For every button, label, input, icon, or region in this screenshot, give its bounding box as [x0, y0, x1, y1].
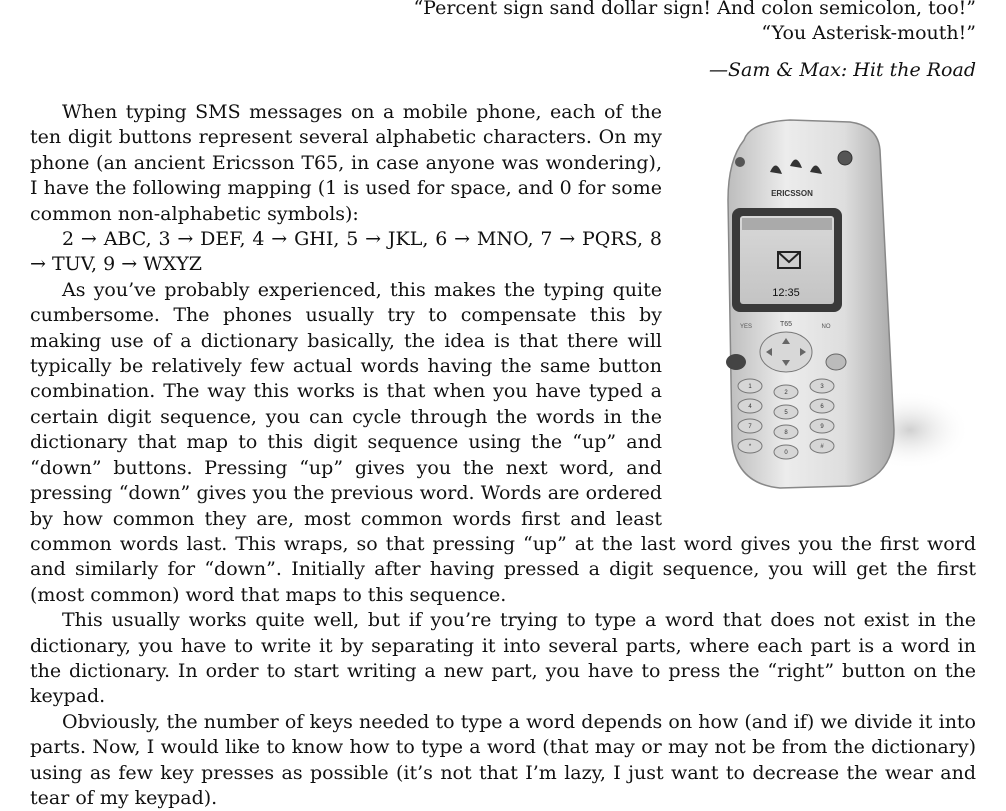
end-button: [826, 354, 846, 370]
key-label: 6: [820, 404, 824, 410]
key-label: 9: [820, 424, 824, 430]
key-label: #: [820, 444, 824, 450]
phone-brand: ERICSSON: [771, 189, 813, 198]
paragraph-splitting: This usually works quite well, but if you’re trying to type a word that does not exist in the dictionary, you have to write it by separating it into several parts, where each part is a word in the dictionary. In order to start writing a new part, you have to press the “right” button on the keypad.: [30, 609, 976, 708]
call-button: [726, 354, 746, 370]
screen-icon-row: [742, 218, 832, 230]
paragraph-key-mapping: 2 → ABC, 3 → DEF, 4 → GHI, 5 → JKL, 6 → MNO, 7 → PQRS, 8 → TUV, 9 → WXYZ: [30, 228, 662, 276]
phone-model: T65: [779, 321, 793, 328]
keypad: [738, 379, 834, 459]
key-label: 8: [784, 430, 788, 436]
key-label: 0: [784, 450, 788, 456]
soft-key-left-label: YES: [739, 324, 753, 330]
paragraph-dictionary: As you’ve probably experienced, this makes the typing quite cumbersome. The phones usually try to compensate this by making use of a dictionary basically, the idea is that there will typically be relatively few actual words having the same button combination. The way this works is that when you have typed a certain digit sequence, you can cycle through the words in the dictionary that map to this digit sequence using the “up” and “down” buttons. Pressing “up” gives you the next word, and pressing “down” gives you the previous word. Words are ordered by how common they are, most common words first and least common words last. This wraps, so that pressing “up” at the last word gives you the first word and similarly for “down”. Initially after having pressed a digit sequence, you will get the first (most common) word that maps to this sequence.: [30, 278, 976, 606]
problem-statement: [30, 100, 976, 811]
key-label: 7: [748, 424, 752, 430]
screen-clock: 12:35: [772, 287, 800, 299]
key-label: 1: [748, 384, 752, 390]
power-button: [838, 151, 852, 165]
soft-key-right-label: NO: [821, 324, 831, 330]
phone-photo: [680, 100, 976, 520]
key-label: 5: [784, 410, 788, 416]
epigraph-quote: [413, 0, 976, 46]
paragraph-goal: Obviously, the number of keys needed to type a word depends on how (and if) we divide it into parts. Now, I would like to know how to type a word (that may or may not be from the dictionary) using as few key presses as possible (it’s not that I’m lazy, I just want to decrease the wear and tear of my keypad).: [30, 710, 976, 809]
key-label: 3: [820, 384, 824, 390]
key-label: 2: [784, 390, 788, 396]
epigraph-attribution: —Sam & Max: Hit the Road: [708, 59, 976, 81]
epigraph-line-2: “You Asterisk-mouth!”: [761, 22, 976, 44]
key-label: *: [748, 444, 752, 450]
epigraph-line-1: “Percent sign sand dollar sign! And colon semicolon, too!”: [413, 0, 976, 19]
key-label: 4: [748, 404, 752, 410]
camera-dot: [735, 157, 745, 167]
ericsson-phone-illustration: [680, 100, 976, 500]
paragraph-intro: When typing SMS messages on a mobile phone, each of the ten digit buttons represent several alphabetic characters. On my phone (an ancient Ericsson T65, in case anyone was wondering), I have the following mapping (1 is used for space, and 0 for some common non-alphabetic symbols):: [30, 101, 662, 225]
